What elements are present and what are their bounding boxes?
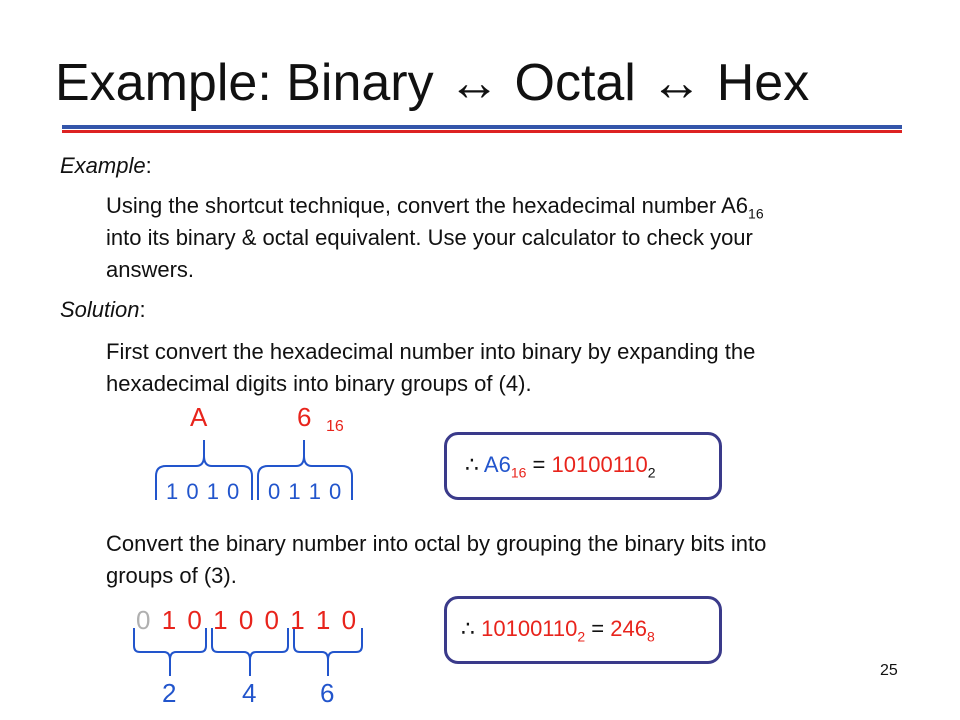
octal-result-equation: ∴ $10100110_2 = 246_8$ [461,616,655,645]
example-line-3: answers. [106,257,195,282]
bit: 0 [238,605,256,635]
solution-line-1: First convert the hexadecimal number into binary by expanding the [106,339,756,364]
hex-base: 16 [326,418,344,435]
page-number: 25 [880,662,898,679]
octal-line-1: Convert the binary number into octal by grouping the binary bits into [106,531,767,556]
octal-digit: 6 [320,678,335,708]
therefore-symbol: ∴ [465,452,479,477]
bit: 0 [264,605,281,635]
title-underline-red [62,130,902,133]
hex-digit-6: 6 [297,402,312,432]
binary-group-6: 0 1 1 0 [268,479,343,504]
bit: 1 [213,605,230,635]
binary-result-equation: ∴ $A6_{16} = 10100110_2$ [465,452,656,481]
therefore-symbol: ∴ [461,616,475,641]
example-line-2: into its binary & octal equivalent. Use your calculator to check your [106,225,753,250]
octal-bits-row [136,605,358,636]
bit: 1 [161,605,179,635]
slide-title: Example: Binary ↔ Octal ↔ Hex [55,54,810,112]
binary-group-a: 1 0 1 0 [166,479,241,504]
octal-line-2: groups of (3). [106,563,237,588]
octal-digit: 2 [162,678,177,708]
solution-line-2: hexadecimal digits into binary groups of (4). [106,371,532,396]
binary-result-box [444,432,722,500]
title-underline-blue [62,125,902,129]
octal-digit: 4 [242,678,257,708]
example-label: Example: [60,153,152,178]
octal-result-box [444,596,722,664]
bit: 1 [290,605,307,635]
pad-bit: 0 [136,605,153,635]
bit: 1 [315,605,333,635]
bit: 0 [187,605,204,635]
hex-digit-a: A [190,402,208,432]
solution-label: Solution: [60,297,146,322]
bit: 0 [341,605,359,635]
example-line-1: Using the shortcut technique, convert the hexadecimal number $A6_{16}$ [106,193,764,222]
